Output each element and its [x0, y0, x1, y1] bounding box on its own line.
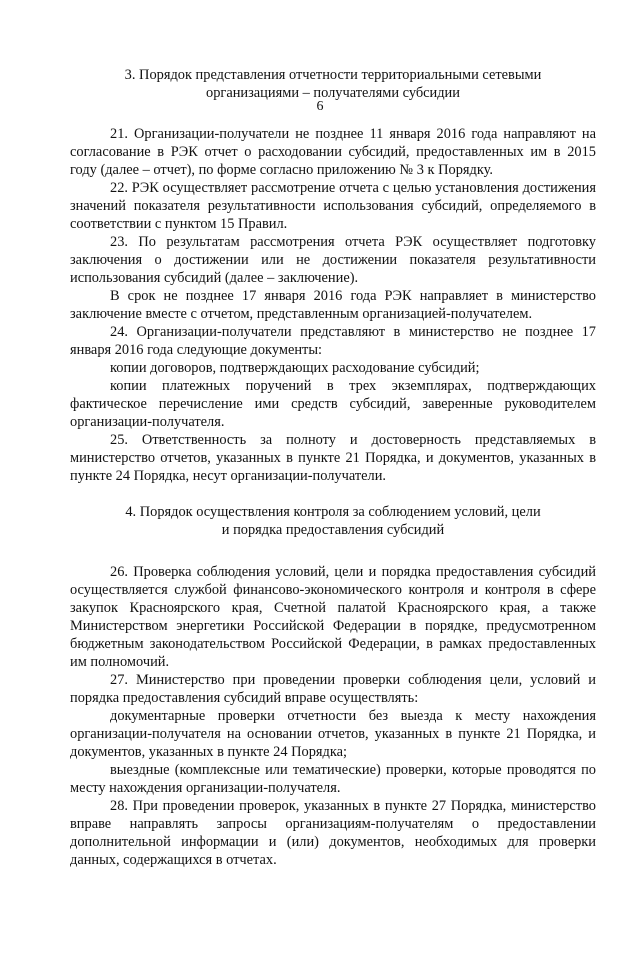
section-4-heading-line-1: 4. Порядок осуществления контроля за соблюдением условий, цели: [125, 504, 541, 520]
paragraph-21: 21. Организации-получатели не позднее 11 января 2016 года направляют на согласование в РЭК отчет о расходовании субсидий, предоставленных им в 2015 году (далее – отчет), по форме согласно приложению № 3 к Порядку.: [70, 126, 596, 178]
paragraph-24: 24. Организации-получатели представляют в министерство не позднее 17 января 2016 года следующие документы:: [70, 324, 596, 358]
paragraph-27-item-2: выездные (комплексные или тематические) проверки, которые проводятся по месту нахождения организации-получателя.: [70, 762, 596, 796]
paragraph-27-item-1: документарные проверки отчетности без выезда к месту нахождения организации-получателя на основании отчетов, указанных в пункте 21 Порядка, и документов, указанных в пункте 24 Порядка;: [70, 708, 596, 760]
section-3-heading-line-2: организациями – получателями субсидии: [206, 85, 460, 101]
paragraph-23-deadline: В срок не позднее 17 января 2016 года РЭК направляет в министерство заключение вместе с отчетом, представленным организацией-получателем.: [70, 288, 596, 322]
section-3-body: [70, 125, 596, 485]
paragraph-26: 26. Проверка соблюдения условий, цели и порядка предоставления субсидий осуществляется службой финансово-экономического контроля и контроля в сфере закупок Красноярского края, Счетной палатой Красноярского края, а также Министерством энергетики Российской Федерации в порядке, предусмотренном бюджетным законодательством Российской Федерации, в рамках предоставленных им полномочий.: [70, 564, 596, 670]
document-page: [0, 66, 640, 971]
section-3-heading: [70, 66, 596, 102]
paragraph-24-item-2: копии платежных поручений в трех экземплярах, подтверждающих фактическое перечисление ими средств субсидий, заверенные руководителем организации-получателя.: [70, 378, 596, 430]
paragraph-23: 23. По результатам рассмотрения отчета РЭК осуществляет подготовку заключения о достижении или не достижении показателя результативности использования субсидий (далее – заключение).: [70, 234, 596, 286]
section-4-heading: [70, 503, 596, 539]
paragraph-28: 28. При проведении проверок, указанных в пункте 27 Порядка, министерство вправе направлять запросы организациям-получателям о предоставлении дополнительной информации и (или) документов, необходимых для проверки данных, содержащихся в отчетах.: [70, 798, 596, 868]
section-4-body: [70, 563, 596, 869]
section-3-heading-line-1: 3. Порядок представления отчетности территориальными сетевыми: [124, 67, 542, 83]
page-number: 6: [316, 99, 324, 114]
paragraph-22: 22. РЭК осуществляет рассмотрение отчета с целью установления достижения значений показателя результативности использования субсидий, определяемого в соответствии с пунктом 15 Правил.: [70, 180, 596, 232]
paragraph-25: 25. Ответственность за полноту и достоверность представляемых в министерство отчетов, указанных в пункте 21 Порядка, и документов, указанных в пункте 24 Порядка, несут организации-получатели.: [70, 432, 596, 484]
paragraph-24-item-1: копии договоров, подтверждающих расходование субсидий;: [110, 360, 480, 376]
paragraph-27: 27. Министерство при проведении проверки соблюдения цели, условий и порядка предоставления субсидий вправе осуществлять:: [70, 672, 596, 706]
section-4-heading-line-2: и порядка предоставления субсидий: [221, 522, 445, 538]
